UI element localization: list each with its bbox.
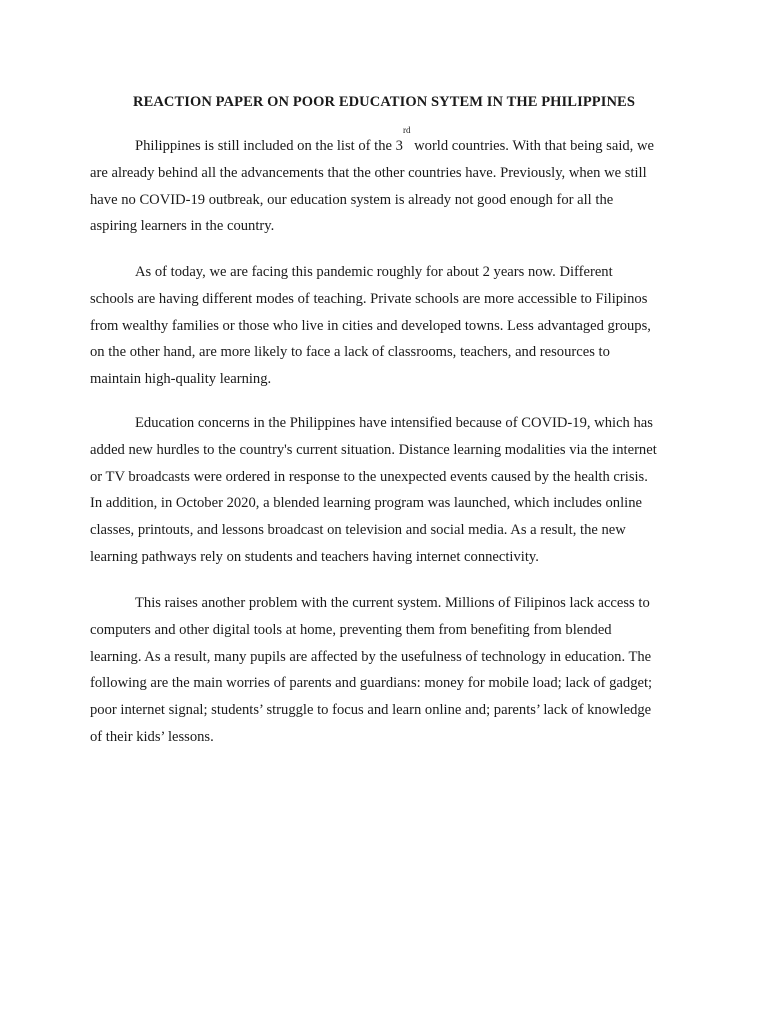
paragraph-line: classes, printouts, and lessons broadcast on television and social media. As a result, the new [90, 522, 626, 539]
paragraph-line: Education concerns in the Philippines have intensified because of COVID-19, which has [135, 415, 653, 431]
paragraph-1 [90, 125, 676, 240]
paragraph-line: computers and other digital tools at home, preventing them from benefiting from blended [90, 621, 612, 638]
line-text: Philippines is still included on the list of the 3 [135, 138, 403, 154]
paragraph-line: from wealthy families or those who live in cities and developed towns. Less advantaged groups, [90, 317, 651, 334]
paragraph-2 [90, 259, 676, 393]
paragraph-line: learning. As a result, many pupils are affected by the usefulness of technology in education. The [90, 648, 652, 665]
paragraph-line: As of today, we are facing this pandemic roughly for about 2 years now. Different [135, 264, 613, 280]
paragraph-line: following are the main worries of parents and guardians: money for mobile load; lack of gadget; [90, 675, 653, 692]
paragraph-line: or TV broadcasts were ordered in response to the unexpected events caused by the health crisis. [90, 468, 648, 485]
paragraph-line: have no COVID-19 outbreak, our education system is already not good enough for all the [90, 191, 614, 208]
paragraph-line: In addition, in October 2020, a blended learning program was launched, which includes online [90, 495, 642, 512]
paragraph-4 [90, 590, 676, 751]
paragraph-line: are already behind all the advancements that the other countries have. Previously, when we still [90, 164, 647, 181]
paragraph-3 [90, 410, 676, 571]
paragraph-line: This raises another problem with the current system. Millions of Filipinos lack access to [135, 595, 650, 611]
line-text: world countries. With that being said, we [410, 138, 654, 154]
paragraph-line: schools are having different modes of teaching. Private schools are more accessible to Filipinos [90, 290, 648, 307]
paragraph-line: poor internet signal; students’ struggle to focus and learn online and; parents’ lack of knowledge [90, 702, 652, 719]
superscript-ordinal: rd [402, 125, 411, 135]
paragraph-line: added new hurdles to the country's current situation. Distance learning modalities via the internet [90, 441, 657, 458]
paragraph-line: of their kids’ lessons. [90, 728, 214, 745]
paragraph-line: on the other hand, are more likely to face a lack of classrooms, teachers, and resources to [90, 344, 610, 361]
paragraph-line: aspiring learners in the country. [90, 218, 275, 235]
document-title: REACTION PAPER ON POOR EDUCATION SYTEM IN THE PHILIPPINES [133, 94, 635, 110]
paragraph-line: maintain high-quality learning. [90, 371, 272, 388]
paragraph-line: learning pathways rely on students and teachers having internet connectivity. [90, 548, 539, 565]
paragraph-line [90, 125, 676, 160]
